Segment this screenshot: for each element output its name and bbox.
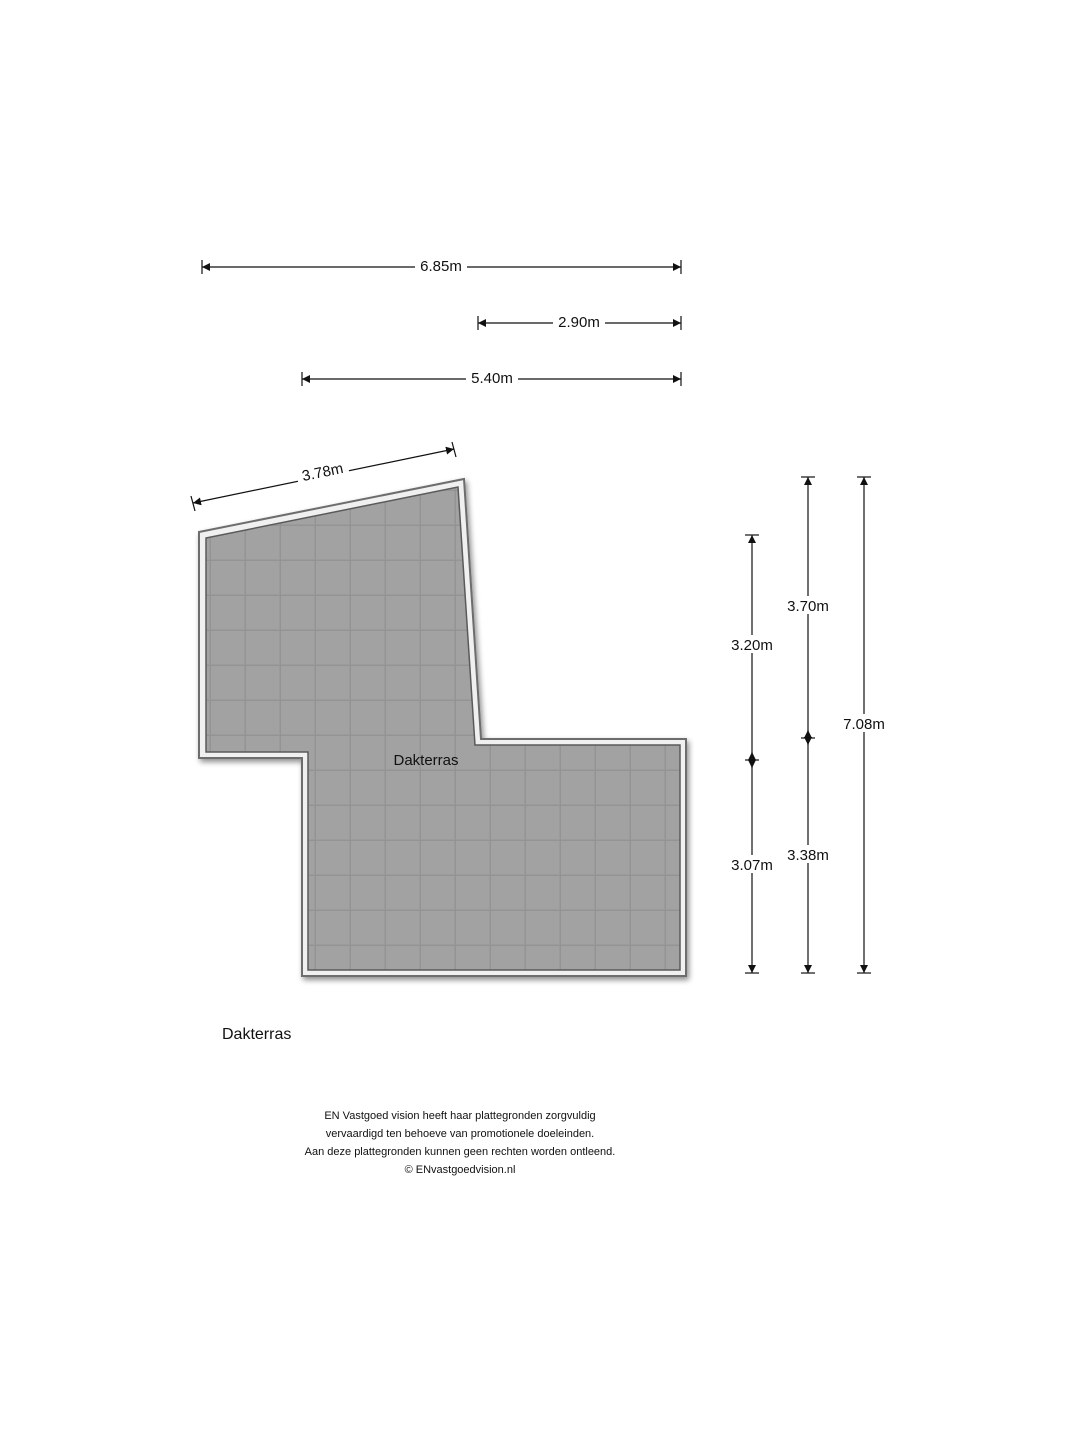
dimension-top-right — [478, 312, 681, 331]
floor-caption: Dakterras — [222, 1026, 292, 1043]
dimension-label: 6.85m — [420, 258, 462, 275]
dimension-label: 7.08m — [843, 716, 885, 733]
dimension-top-total — [202, 256, 681, 275]
room-floor — [206, 487, 680, 970]
dimension-label: 5.40m — [471, 370, 513, 387]
dimension-top-lower — [302, 368, 681, 387]
dimension-label: 3.38m — [787, 847, 829, 864]
disclaimer-line: Aan deze plattegronden kunnen geen rechten worden ontleend. — [304, 1146, 616, 1158]
dimension-right-lower-middle — [782, 730, 834, 973]
disclaimer-line: EN Vastgoed vision heeft haar plattegronden zorgvuldig — [324, 1110, 596, 1122]
dimension-right-upper-middle — [782, 477, 834, 745]
dimension-label: 3.78m — [300, 459, 345, 486]
room-label: Dakterras — [393, 752, 459, 769]
dimension-right-total — [838, 477, 890, 973]
dimension-label: 3.07m — [731, 857, 773, 874]
dimension-right-upper-inner — [726, 535, 778, 768]
disclaimer-line: vervaardigd ten behoeve van promotionele doeleinden. — [325, 1128, 595, 1140]
copyright-line: © ENvastgoedvision.nl — [404, 1164, 516, 1176]
disclaimer — [220, 1107, 700, 1179]
room-dakterras — [199, 479, 686, 976]
dimension-label: 3.70m — [787, 598, 829, 615]
dimension-label: 2.90m — [558, 314, 600, 331]
dimension-label: 3.20m — [731, 637, 773, 654]
dimension-right-lower-inner — [726, 752, 778, 973]
